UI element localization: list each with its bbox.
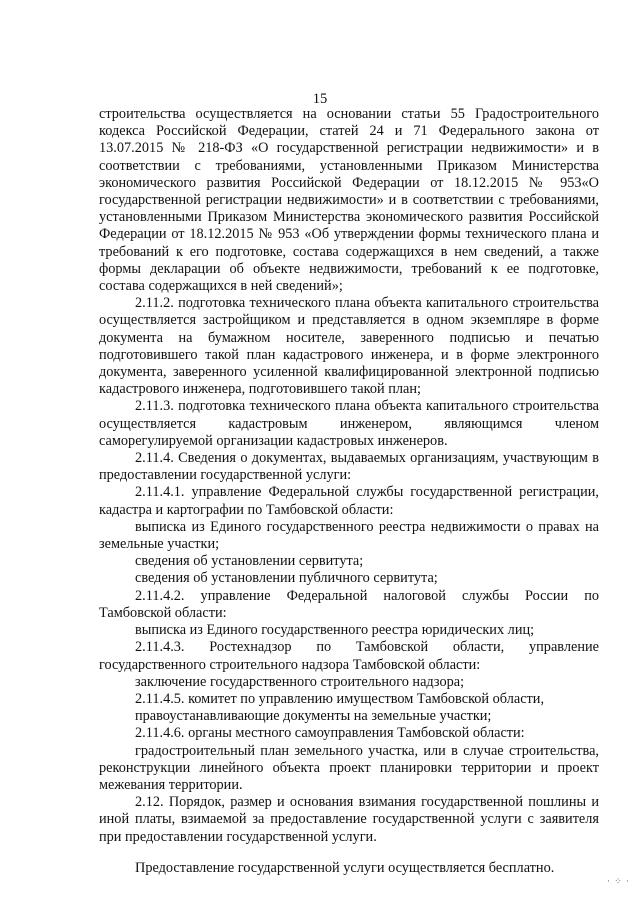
page-number: 15 [312, 91, 328, 107]
paragraph-2-11-4-6: 2.11.4.6. органы местного самоуправления Тамбовской области: [135, 725, 525, 742]
paragraph-2-11-4-3: 2.11.4.3. Ростехнадзор по Тамбовской области, управление государственного строительного надзора Тамбовской области: [99, 639, 599, 673]
paragraph-2-12: 2.12. Порядок, размер и основания взимания государственной пошлины и иной платы, взимаемой за предоставление государственной услуги с заявителя при предоставлении государственной услуги. [99, 794, 599, 845]
paragraph-2-11-2: 2.11.2. подготовка технического плана объекта капитального строительства осуществляется застройщиком и представляется в одном экземпляре в форме документа на бумажном носителе, заверенного подписью и печатью подготовившего такой план кадастрового инженера, и в форме электронного документа, заверенного усиленной квалифицированной электронной подписью кадастрового инженера, подготовившего такой план; [99, 295, 599, 398]
paragraph-2-11-4-5: 2.11.4.5. комитет по управлению имуществом Тамбовской области, [135, 690, 545, 707]
list-item-conclusion: заключение государственного строительного надзора; [135, 673, 465, 690]
paragraph-2-11-3: 2.11.3. подготовка технического плана объекта капитального строительства осуществляется кадастровым инженером, являющимся членом саморегулируемой организации кадастровых инженеров. [99, 398, 599, 449]
paragraph-continuation: строительства осуществляется на основании статьи 55 Градостроительного кодекса Российской Федерации, статей 24 и 71 Федерального закона от 13.07.2015 № 218-ФЗ «О государственной регистрации недвижимости» и в соответствии с требованиями, установленными Приказом Министерства экономического развития Российской Федерации от 18.12.2015 № 953«О государственной регистрации недвижимости» и в соответствии с требованиями, установленными Приказом Министерства экономического развития Российской Федерации от 18.12.2015 № 953 «Об утверждении формы технического плана и требований к его подготовке, состава содержащихся в нем сведений, а также формы декларации об объекте недвижимости, требований к ее подготовке, состава содержащихся в ней сведений»; [99, 106, 599, 295]
list-item-extract-egrn: выписка из Единого государственного реестра недвижимости о правах на земельные участки; [99, 518, 599, 553]
paragraph-free-of-charge: Предоставление государственной услуги осуществляется бесплатно. [135, 859, 555, 876]
list-item-public-servitude: сведения об установлении публичного сервитута; [135, 570, 438, 587]
list-item-title-documents: правоустанавливающие документы на земельные участки; [135, 708, 492, 725]
list-item-gradplan: градостроительный план земельного участка, или в случае строительства, реконструкции линейного объекта проект планировки территории и проект межевания территории. [99, 742, 599, 793]
paragraph-2-11-4: 2.11.4. Сведения о документах, выдаваемых организациям, участвующим в предоставлении государственной услуги: [99, 450, 599, 484]
paragraph-2-11-4-2: 2.11.4.2. управление Федеральной налоговой службы России по Тамбовской области: [99, 587, 599, 621]
list-item-egrul: выписка из Единого государственного реестра юридических лиц; [135, 622, 535, 639]
paragraph-2-11-4-1: 2.11.4.1. управление Федеральной службы государственной регистрации, кадастра и картографии по Тамбовской области: [99, 484, 599, 518]
list-item-servitude: сведения об установлении сервитута; [135, 553, 364, 570]
document-body [99, 106, 599, 877]
scan-specks: · ⁘ · [606, 876, 630, 886]
